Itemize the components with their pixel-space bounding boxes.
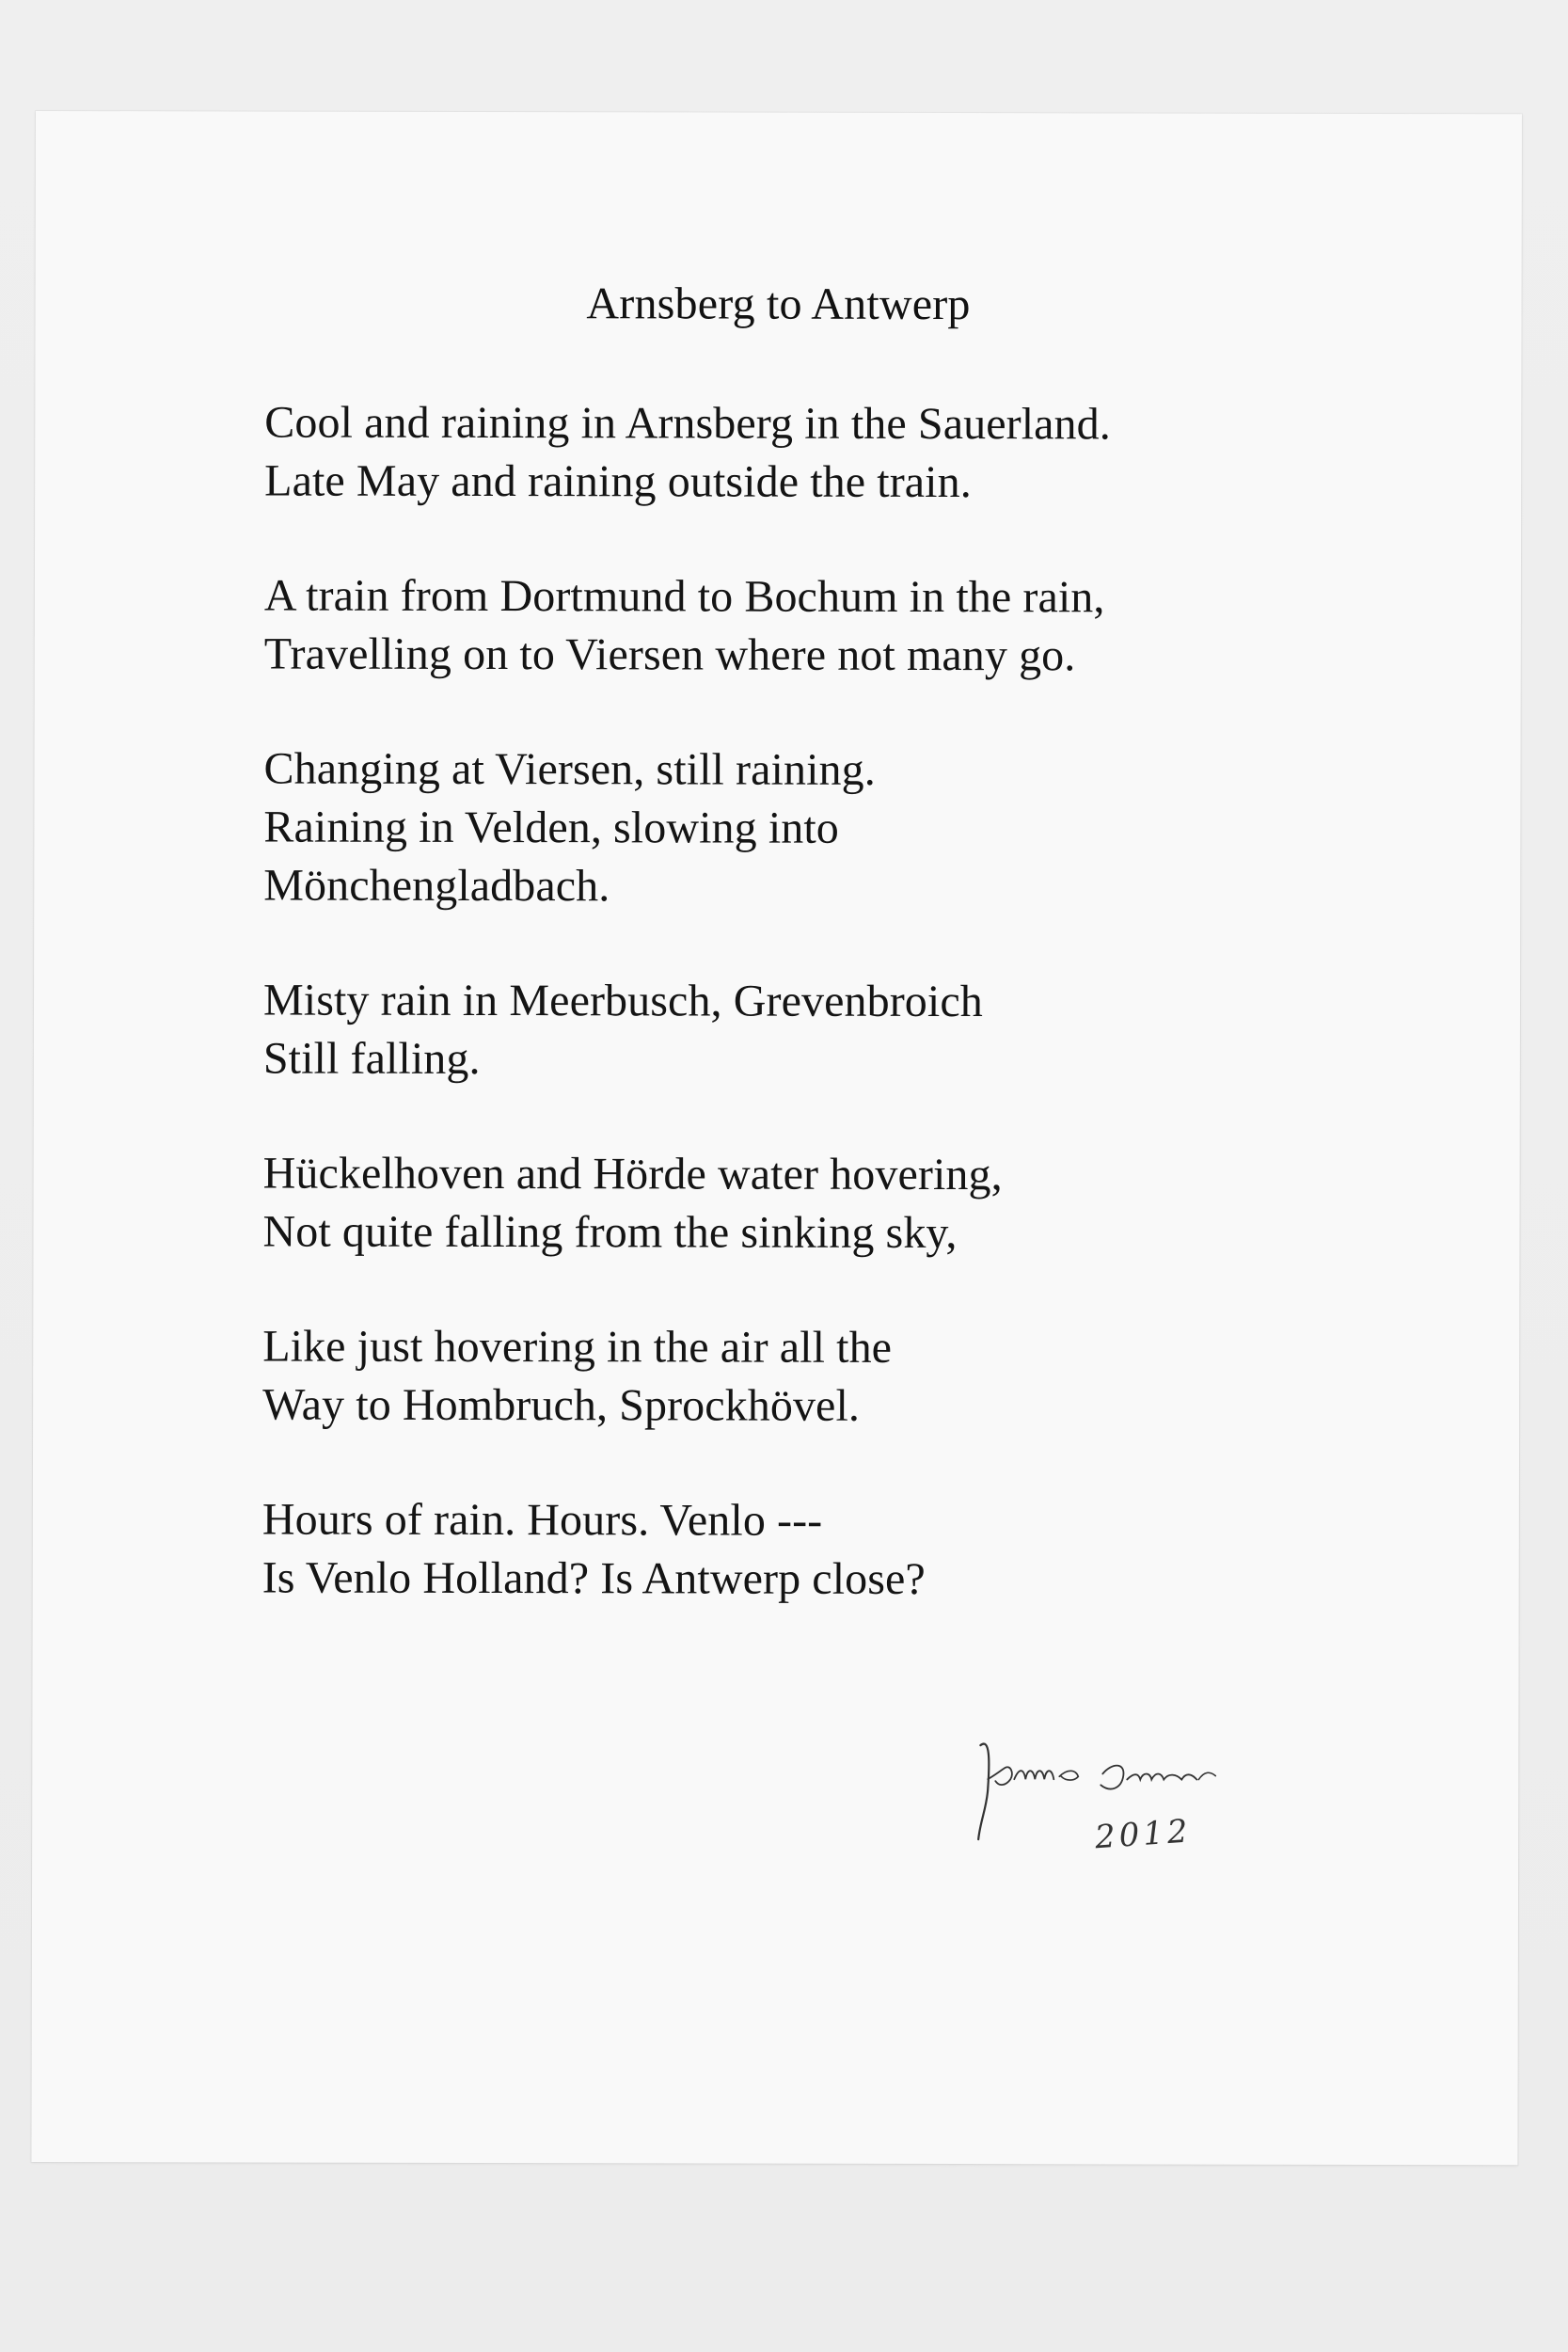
stanza — [264, 394, 1299, 513]
poem-line: Like just hovering in the air all the — [262, 1321, 893, 1373]
poem-line: A train from Dortmund to Bochum in the rain, — [263, 570, 1105, 623]
signature-year: 2012 — [1093, 1812, 1193, 1857]
poem-line: Changing at Viersen, still raining. — [263, 743, 876, 795]
poem-line: Late May and raining outside the train. — [264, 455, 972, 508]
poem-line: Misty rain in Meerbusch, Grevenbroich — [262, 975, 983, 1027]
poem-title: Arnsberg to Antwerp — [586, 278, 971, 330]
poem-line: Raining in Velden, slowing into — [263, 802, 840, 853]
signature-block — [973, 1726, 1236, 1887]
poem-line: Not quite falling from the sinking sky, — [262, 1206, 958, 1259]
handwritten-signature — [973, 1726, 1236, 1887]
poem-line: Still falling. — [262, 1033, 481, 1084]
stanza — [263, 740, 1298, 917]
poem-line: Travelling on to Viersen where not many go. — [263, 628, 1076, 681]
poem-line: Is Venlo Holland? Is Antwerp close? — [261, 1552, 926, 1604]
poem-line: Hückelhoven and Hörde water hovering, — [262, 1148, 1003, 1200]
poem-line: Hours of rain. Hours. Venlo --- — [261, 1494, 823, 1546]
paper-sheet — [31, 111, 1522, 2165]
poem-line: Mönchengladbach. — [263, 860, 610, 912]
stanza — [263, 972, 1298, 1090]
poem-line: Way to Hombruch, Sprockhövel. — [262, 1379, 861, 1431]
stanza — [264, 567, 1299, 686]
poem-line: Cool and raining in Arnsberg in the Sauerland. — [264, 397, 1111, 450]
stanza — [262, 1491, 1297, 1610]
stanza — [262, 1145, 1297, 1263]
stanza — [262, 1318, 1297, 1437]
